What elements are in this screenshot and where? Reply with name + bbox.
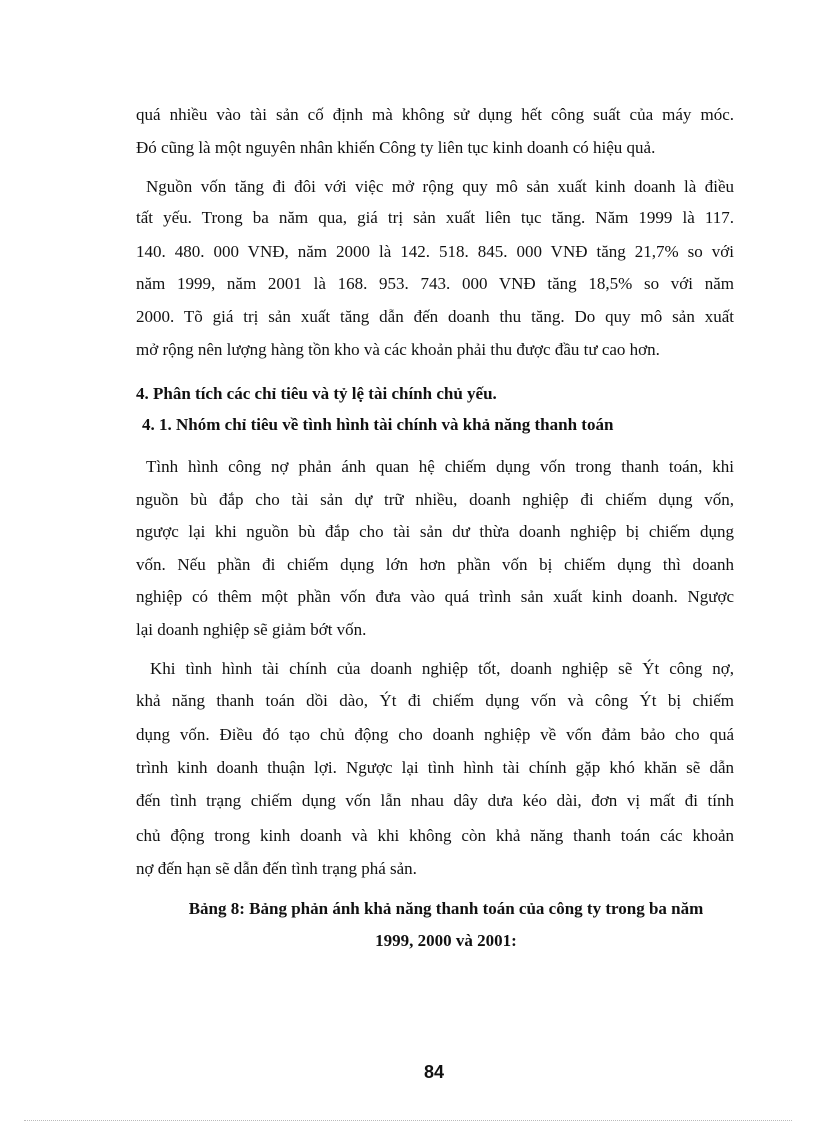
text-line: vốn. Nếu phần đi chiếm dụng lớn hơn phần vốn bị chiếm dụng thì doanh: [136, 555, 734, 574]
text-line: đến tình trạng chiếm dụng vốn lẫn nhau dây dưa kéo dài, đơn vị mất đi tính: [136, 791, 734, 810]
text-line: ngược lại khi nguồn bù đắp cho tài sản dư thừa doanh nghiệp bị chiếm dụng: [136, 522, 734, 541]
text-line: nợ đến hạn sẽ dẫn đến tình trạng phá sản.: [136, 859, 417, 878]
text-line: Nguồn vốn tăng đi đôi với việc mở rộng quy mô sản xuất kinh doanh là điều: [146, 177, 734, 196]
text-line: 2000. Tõ giá trị sản xuất tăng dẫn đến doanh thu tăng. Do quy mô sản xuất: [136, 307, 734, 326]
text-line: năm 1999, năm 2001 là 168. 953. 743. 000 VNĐ tăng 18,5% so với năm: [136, 274, 734, 293]
text-line: mở rộng nên lượng hàng tồn kho và các khoản phải thu được đầu tư cao hơn.: [136, 340, 660, 359]
page-number: 84: [423, 1062, 445, 1082]
subsection-heading: 4. 1. Nhóm chỉ tiêu về tình hình tài chính và khả năng thanh toán: [142, 415, 614, 434]
text-line: Tình hình công nợ phản ánh quan hệ chiếm dụng vốn trong thanh toán, khi: [146, 457, 734, 476]
text-line: khả năng thanh toán dồi dào, Ýt đi chiếm dụng vốn và công Ýt bị chiếm: [136, 691, 734, 710]
text-line: nghiệp có thêm một phần vốn đưa vào quá trình sản xuất kinh doanh. Ngược: [136, 587, 734, 606]
text-line: chủ động trong kinh doanh và khi không còn khả năng thanh toán các khoản: [136, 826, 734, 845]
table-caption: Bảng 8: Bảng phản ánh khả năng thanh toán của công ty trong ba năm: [188, 899, 704, 918]
text-line: Đó cũng là một nguyên nhân khiến Công ty liên tục kinh doanh có hiệu quả.: [136, 138, 656, 157]
text-line: tất yếu. Trong ba năm qua, giá trị sản xuất liên tục tăng. Năm 1999 là 117.: [136, 208, 734, 227]
text-line: Khi tình hình tài chính của doanh nghiệp tốt, doanh nghiệp sẽ Ýt công nợ,: [150, 659, 734, 678]
text-line: 140. 480. 000 VNĐ, năm 2000 là 142. 518. 845. 000 VNĐ tăng 21,7% so với: [136, 242, 734, 261]
text-line: dụng vốn. Điều đó tạo chủ động cho doanh nghiệp về vốn đảm bảo cho quá: [136, 725, 734, 744]
page-bottom-divider: [24, 1120, 792, 1121]
table-caption-years: 1999, 2000 và 2001:: [375, 931, 517, 950]
section-heading: 4. Phân tích các chỉ tiêu và tỷ lệ tài chính chủ yếu.: [136, 384, 497, 403]
text-line: quá nhiều vào tài sản cố định mà không sử dụng hết công suất của máy móc.: [136, 105, 734, 124]
text-line: nguồn bù đắp cho tài sản dự trữ nhiều, doanh nghiệp đi chiếm dụng vốn,: [136, 490, 734, 509]
text-line: lại doanh nghiệp sẽ giảm bớt vốn.: [136, 620, 367, 639]
text-line: trình kinh doanh thuận lợi. Ngược lại tình hình tài chính gặp khó khăn sẽ dẫn: [136, 758, 734, 777]
